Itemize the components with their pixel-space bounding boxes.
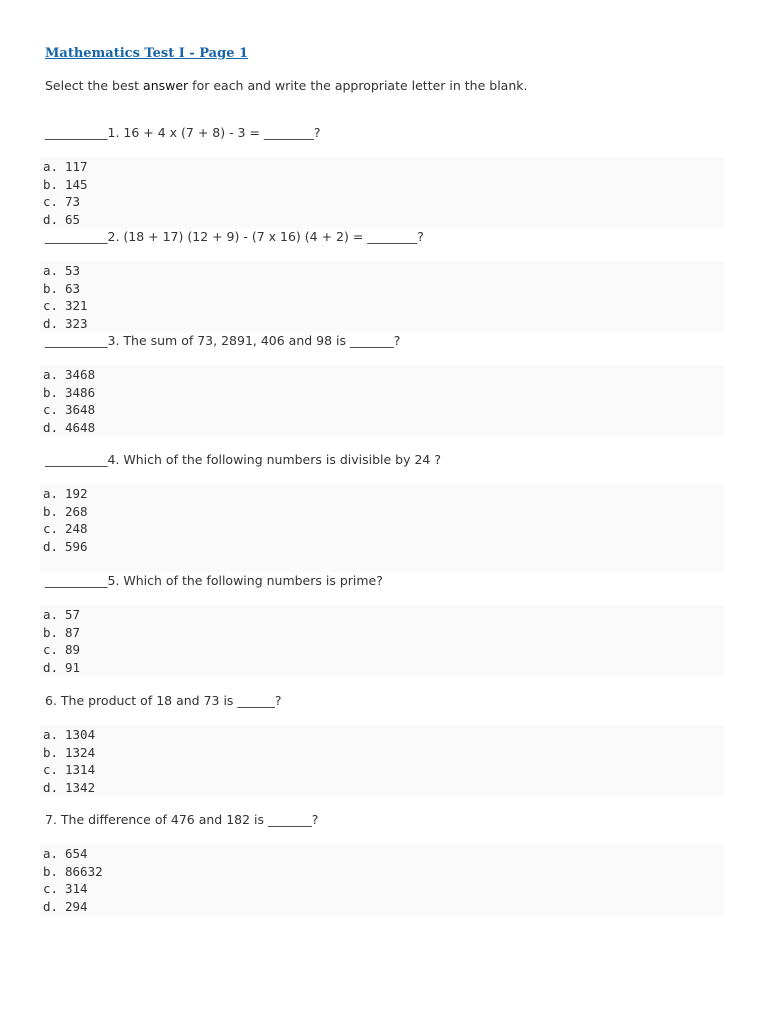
option-a — [40, 158, 724, 176]
option-value: 1304 — [65, 727, 96, 742]
option-value: 91 — [65, 659, 81, 675]
option-value: 63 — [65, 280, 81, 296]
question-6: 6. The product of 18 and 73 is ______? — [45, 693, 282, 708]
option-value: 294 — [65, 898, 88, 914]
option-a — [40, 606, 724, 624]
option-value: 4648 — [65, 419, 96, 435]
option-letter: a. — [43, 846, 59, 861]
question-3: __________3. The sum of 73, 2891, 406 and 98 is _______? — [45, 333, 401, 348]
option-a — [40, 262, 724, 280]
option-b — [40, 744, 724, 762]
question-7: 7. The difference of 476 and 182 is _______? — [45, 812, 319, 827]
option-value: 314 — [65, 881, 88, 897]
option-letter: b. — [43, 280, 59, 296]
option-value: 3486 — [65, 384, 96, 400]
option-letter: b. — [43, 176, 59, 192]
option-letter: b. — [43, 384, 59, 400]
option-value: 73 — [65, 194, 81, 210]
option-value: 248 — [65, 521, 88, 537]
option-d — [40, 315, 724, 333]
option-letter: a. — [43, 727, 59, 742]
option-d — [40, 779, 724, 797]
option-d — [40, 898, 724, 916]
option-c — [40, 761, 724, 779]
option-letter: c. — [43, 642, 59, 658]
question-2: __________2. (18 + 17) (12 + 9) - (7 x 16) (4 + 2) = ________? — [45, 229, 424, 244]
option-c — [40, 193, 724, 211]
option-d — [40, 659, 724, 677]
options-block-7 — [40, 844, 724, 916]
option-value: 192 — [65, 486, 88, 501]
instructions-text-start: Select the best — [45, 78, 144, 93]
option-letter: b. — [43, 624, 59, 640]
option-letter: d. — [43, 211, 59, 227]
question-1: __________1. 16 + 4 x (7 + 8) - 3 = ________? — [45, 125, 321, 140]
option-value: 87 — [65, 624, 81, 640]
options-block-3 — [40, 365, 724, 437]
option-d — [40, 419, 724, 437]
option-value: 268 — [65, 503, 88, 519]
option-value: 1342 — [65, 779, 96, 795]
option-letter: b. — [43, 863, 59, 879]
options-block-1 — [40, 157, 724, 229]
option-value: 1324 — [65, 744, 96, 760]
option-letter: a. — [43, 367, 59, 382]
option-letter: d. — [43, 538, 59, 554]
option-value: 3648 — [65, 402, 96, 418]
option-value: 57 — [65, 607, 81, 622]
option-value: 86632 — [65, 863, 103, 879]
option-letter: c. — [43, 298, 59, 314]
option-letter: c. — [43, 762, 59, 778]
option-c — [40, 401, 724, 419]
option-value: 3468 — [65, 367, 96, 382]
option-letter: d. — [43, 898, 59, 914]
option-a — [40, 485, 724, 503]
options-block-4 — [40, 484, 724, 572]
option-value: 1314 — [65, 762, 96, 778]
option-b — [40, 624, 724, 642]
option-c — [40, 880, 724, 898]
option-c — [40, 297, 724, 315]
option-c — [40, 641, 724, 659]
options-block-2 — [40, 261, 724, 333]
option-b — [40, 503, 724, 521]
option-letter: c. — [43, 194, 59, 210]
option-letter: a. — [43, 486, 59, 501]
option-letter: b. — [43, 503, 59, 519]
option-value: 65 — [65, 211, 81, 227]
option-value: 89 — [65, 642, 81, 658]
option-b — [40, 863, 724, 881]
option-letter: a. — [43, 159, 59, 174]
option-letter: a. — [43, 263, 59, 278]
option-b — [40, 176, 724, 194]
options-block-5 — [40, 605, 724, 677]
option-d — [40, 211, 724, 229]
option-value: 145 — [65, 176, 88, 192]
option-value: 323 — [65, 315, 88, 331]
option-b — [40, 384, 724, 402]
option-a — [40, 366, 724, 384]
option-value: 654 — [65, 846, 88, 861]
option-letter: a. — [43, 607, 59, 622]
option-value: 53 — [65, 263, 81, 278]
option-letter: c. — [43, 521, 59, 537]
instructions-text-end: for each and write the appropriate letter in the blank. — [188, 78, 528, 93]
instructions-highlight: answer — [143, 78, 189, 93]
option-letter: b. — [43, 744, 59, 760]
option-letter: d. — [43, 779, 59, 795]
option-b — [40, 280, 724, 298]
option-value: 321 — [65, 298, 88, 314]
option-letter: d. — [43, 419, 59, 435]
option-letter: c. — [43, 881, 59, 897]
option-c — [40, 520, 724, 538]
question-4: __________4. Which of the following numbers is divisible by 24 ? — [45, 452, 441, 467]
question-5: __________5. Which of the following numbers is prime? — [45, 573, 383, 588]
option-d — [40, 538, 724, 556]
option-a — [40, 845, 724, 863]
options-block-6 — [40, 725, 724, 797]
option-value: 117 — [65, 159, 88, 174]
option-a — [40, 726, 724, 744]
option-letter: d. — [43, 315, 59, 331]
page-title-link[interactable]: Mathematics Test I - Page 1 — [45, 46, 249, 61]
option-value: 596 — [65, 538, 88, 554]
option-letter: d. — [43, 659, 59, 675]
option-letter: c. — [43, 402, 59, 418]
instructions — [45, 78, 527, 93]
